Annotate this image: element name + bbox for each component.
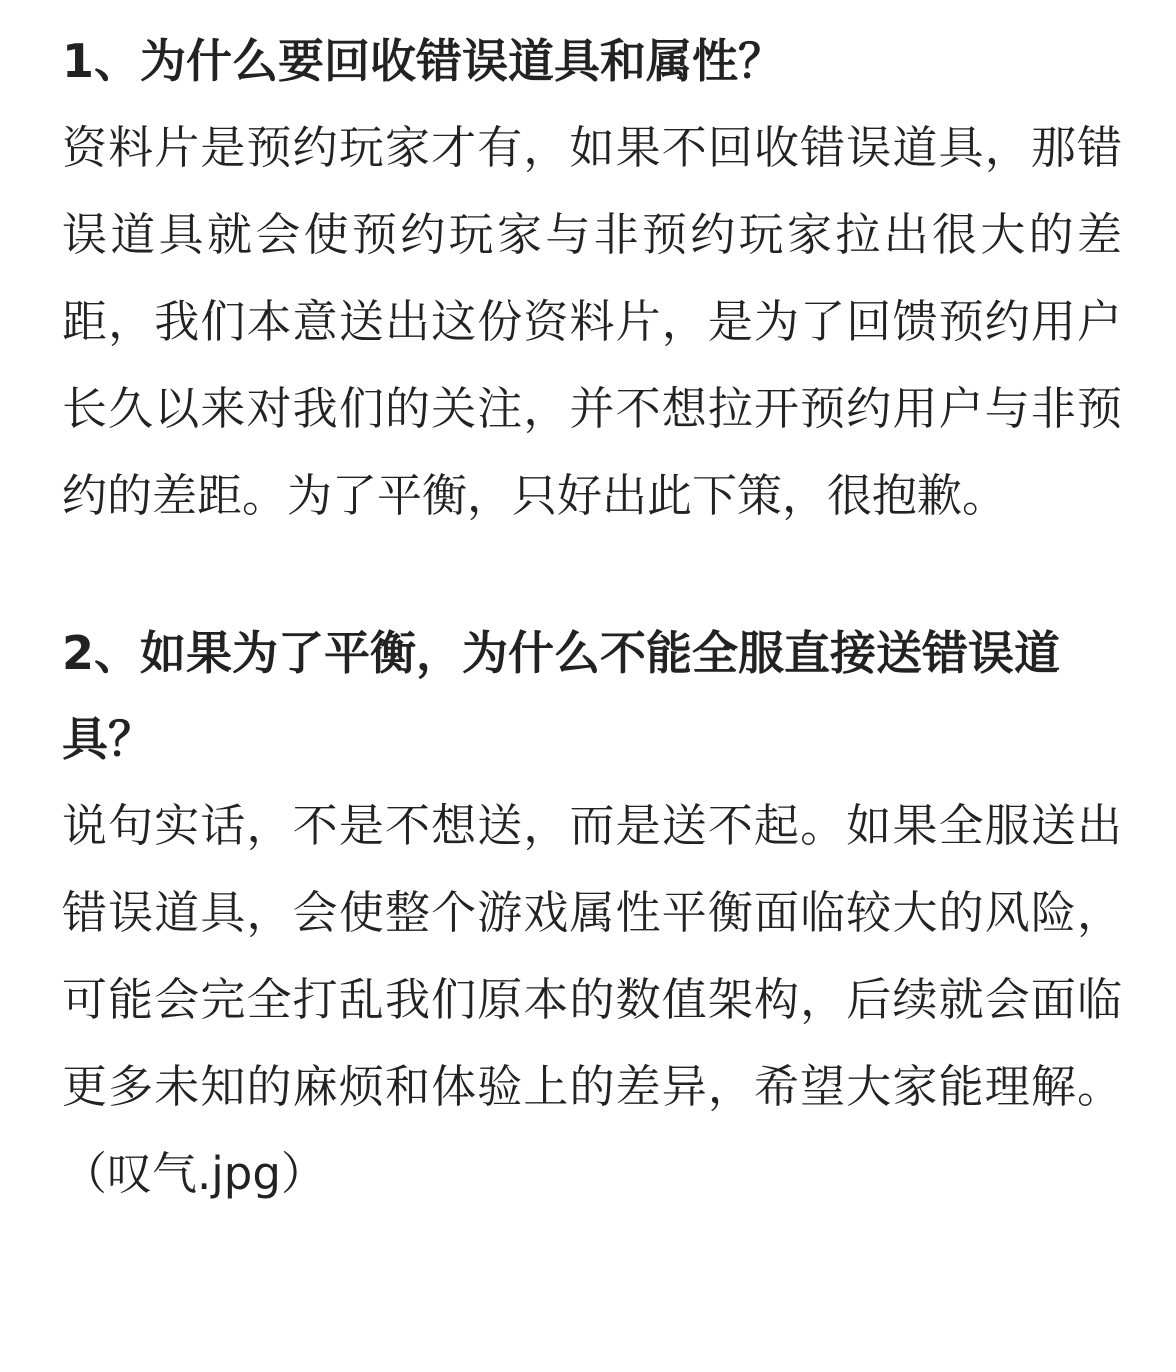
question-heading: 2、如果为了平衡，为什么不能全服直接送错误道具？ <box>62 626 1061 766</box>
article <box>62 18 1122 1217</box>
question-heading: 1、为什么要回收错误道具和属性？ <box>62 34 785 88</box>
faq-item-1 <box>62 18 1122 539</box>
faq-item-2 <box>62 610 1122 1217</box>
section-gap <box>62 539 1122 610</box>
answer-text: 资料片是预约玩家才有，如果不回收错误道具，那错误道具就会使预约玩家与非预约玩家拉出很大的差距，我们本意送出这份资料片，是为了回馈预约用户长久以来对我们的关注，并不想拉开预约用户与非预约的差距。为了平衡，只好出此下策，很抱歉。 <box>62 121 1122 522</box>
answer-text: 说句实话，不是不想送，而是送不起。如果全服送出错误道具，会使整个游戏属性平衡面临较大的风险，可能会完全打乱我们原本的数值架构，后续就会面临更多未知的麻烦和体验上的差异，希望大家能理解。（叹气.jpg） <box>62 799 1122 1200</box>
